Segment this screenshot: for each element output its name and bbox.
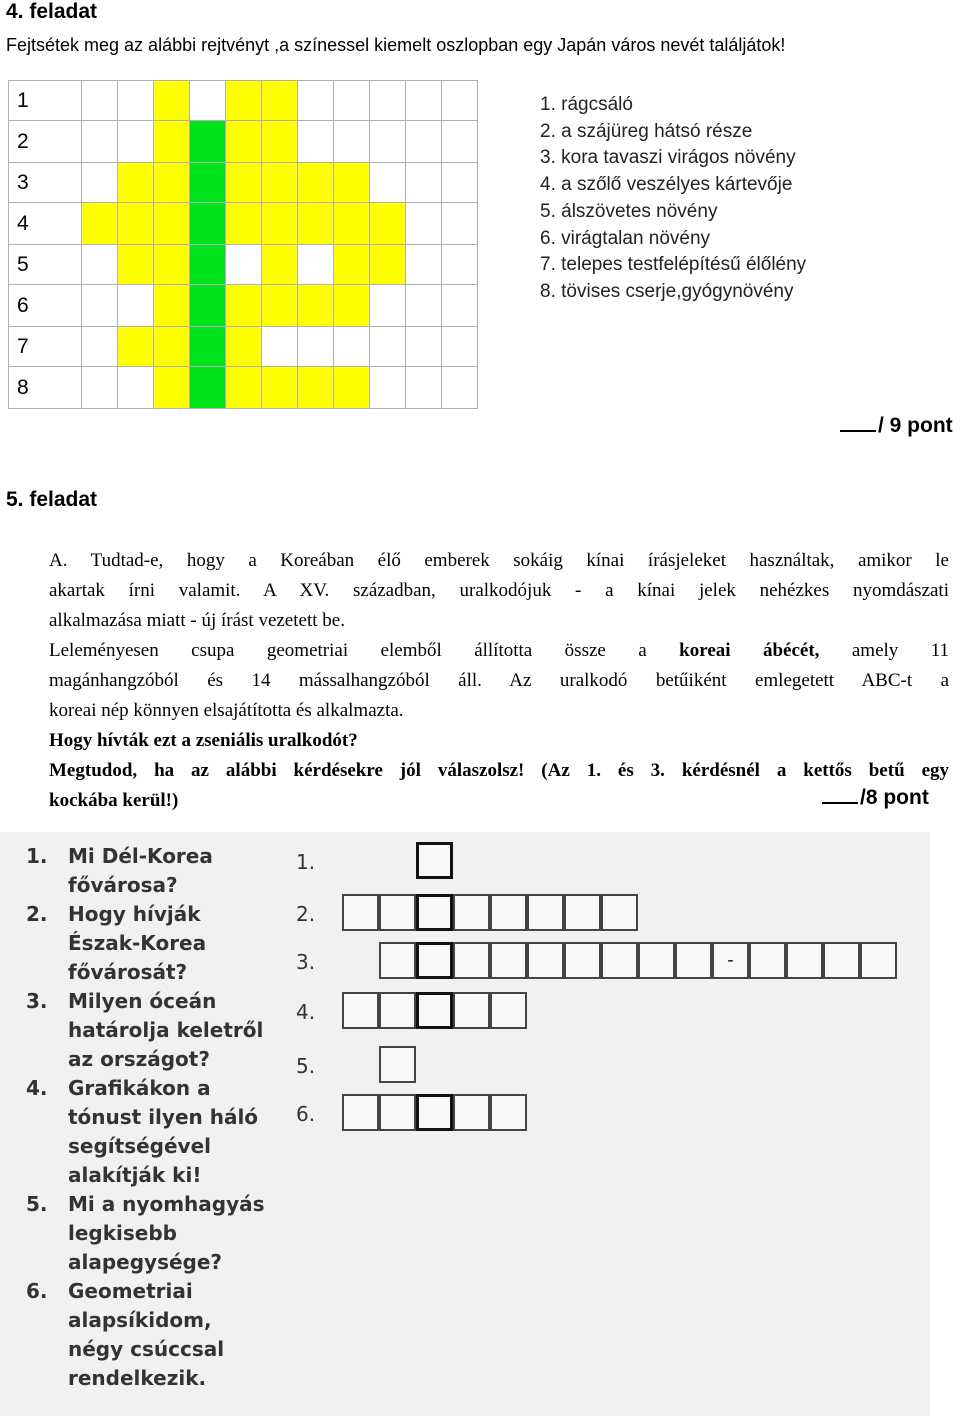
para1-line1: A. Tudtad-e, hogy a Koreában élő emberek sokáig kínai írásjeleket használtak, amikor le (49, 550, 949, 571)
empty-cell (370, 367, 406, 409)
para1-line2: akartak írni valamit. A XV. században, uralkodójuk - a kínai jelek nehézkes nyomdászati (49, 580, 949, 601)
empty-cell (406, 327, 442, 367)
answer-cell[interactable] (262, 163, 298, 203)
answer-cell[interactable] (379, 992, 416, 1029)
clue-number: 6. (26, 1279, 48, 1303)
answer-cell[interactable] (712, 942, 749, 979)
instruction-line2-text: kockába kerül!) (49, 790, 179, 811)
answer-cell[interactable] (490, 894, 527, 931)
answer-cell[interactable] (379, 1046, 416, 1083)
empty-cell (442, 163, 478, 203)
para2-line1 (49, 636, 949, 666)
answer-cell[interactable] (118, 245, 154, 285)
empty-cell (82, 81, 118, 121)
task5-paragraph (49, 546, 949, 816)
score-blank-2[interactable] (822, 784, 858, 804)
answer-cell[interactable] (226, 285, 262, 327)
row-number: 2 (9, 121, 82, 163)
clue-number: 3. (26, 989, 48, 1013)
empty-cell (298, 81, 334, 121)
empty-cell (406, 245, 442, 285)
clue-item: 2. a szájüreg hátsó része (540, 120, 753, 142)
empty-cell (406, 81, 442, 121)
answer-cell[interactable] (226, 163, 262, 203)
answer-cell[interactable] (490, 1094, 527, 1131)
clue-item (26, 1074, 276, 1190)
clue-number: 4. (26, 1076, 48, 1100)
empty-cell (82, 367, 118, 409)
empty-cell (118, 121, 154, 163)
answer-cell[interactable] (334, 203, 370, 245)
answer-cell[interactable] (342, 992, 379, 1029)
clue-item: 1. rágcsáló (540, 94, 633, 115)
task5-score-label: /8 pont (860, 786, 929, 809)
row-label: 5. (296, 1054, 316, 1078)
empty-cell (226, 245, 262, 285)
solution-cell[interactable] (416, 992, 453, 1029)
score-blank[interactable] (840, 412, 876, 432)
answer-cell[interactable] (453, 992, 490, 1029)
row-number: 6 (9, 285, 82, 327)
hyphen-mark: - (727, 949, 734, 969)
task4-clue-list (540, 92, 806, 306)
empty-cell (298, 327, 334, 367)
para2-text-end: amely 11 (851, 640, 950, 661)
clue-text: Geometriai alapsíkidom, négy csúccsal rendelkezik. (68, 1279, 225, 1390)
answer-cell[interactable] (154, 81, 190, 121)
clue-number: 2. (26, 902, 48, 926)
empty-cell (442, 285, 478, 327)
highlight-cell[interactable] (190, 203, 226, 245)
empty-cell (118, 285, 154, 327)
highlight-cell[interactable] (190, 121, 226, 163)
question-line: Hogy hívták ezt a zseniális uralkodót? (49, 730, 358, 751)
answer-cell[interactable] (453, 1094, 490, 1131)
answer-cell[interactable] (490, 992, 527, 1029)
korean-alphabet-emphasis: koreai ábécét, (679, 640, 820, 661)
answer-cell[interactable] (675, 942, 712, 979)
row-number: 8 (9, 367, 82, 409)
clue-item: 4. a szőlő veszélyes kártevője (540, 174, 793, 196)
crossword-row (9, 203, 478, 245)
answer-cell[interactable] (786, 942, 823, 979)
answer-cell[interactable] (118, 327, 154, 367)
answer-cell[interactable] (262, 367, 298, 409)
empty-cell (334, 81, 370, 121)
answer-cell[interactable] (154, 327, 190, 367)
para2-text: Leleményesen csupa geometriai elemből állította össze a (49, 640, 647, 661)
clue-text: Grafikákon a tónust ilyen háló segítségével alakítják ki! (68, 1076, 259, 1187)
clue-number: 5. (26, 1192, 48, 1216)
clue-item (26, 1277, 276, 1393)
answer-cell[interactable] (154, 121, 190, 163)
row-label: 4. (296, 1000, 316, 1024)
highlight-cell[interactable] (190, 285, 226, 327)
empty-cell (406, 121, 442, 163)
empty-cell (190, 81, 226, 121)
empty-cell (442, 121, 478, 163)
empty-cell (442, 203, 478, 245)
clue-text: Milyen óceán határolja keletről az országot? (68, 989, 264, 1071)
answer-cell[interactable] (226, 203, 262, 245)
answer-cell[interactable] (262, 81, 298, 121)
empty-cell (82, 121, 118, 163)
empty-cell (442, 327, 478, 367)
highlight-cell[interactable] (190, 367, 226, 409)
answer-cell[interactable] (749, 942, 786, 979)
crossword-row (9, 285, 478, 327)
answer-cell[interactable] (118, 203, 154, 245)
clue-item (26, 842, 276, 900)
answer-cell[interactable] (298, 367, 334, 409)
row-label: 1. (296, 850, 316, 874)
answer-cell[interactable] (564, 942, 601, 979)
para1-line3: alkalmazása miatt - új írást vezetett be. (49, 610, 345, 631)
empty-cell (334, 327, 370, 367)
answer-cell[interactable] (298, 285, 334, 327)
empty-cell (442, 81, 478, 121)
crossword-row (9, 121, 478, 163)
answer-cell[interactable] (601, 894, 638, 931)
answer-cell[interactable] (262, 245, 298, 285)
answer-cell[interactable] (262, 285, 298, 327)
para2-line2: magánhangzóból és 14 mássalhangzóból áll. Az uralkodó betűiként emlegetett ABC-t a (49, 670, 949, 691)
answer-cell[interactable] (490, 942, 527, 979)
highlight-cell[interactable] (190, 163, 226, 203)
crossword-row (9, 81, 478, 121)
crossword-grid-1 (8, 80, 478, 409)
answer-cell[interactable] (379, 1094, 416, 1131)
clue-text: Hogy hívják Észak-Korea fővárosát? (68, 902, 207, 984)
clue-item: 7. telepes testfelépítésű élőlény (540, 254, 807, 276)
instruction-line1: Megtudod, ha az alábbi kérdésekre jól válaszolsz! (Az 1. és 3. kérdésnél a kettős betű egy (49, 760, 949, 781)
answer-cell[interactable] (860, 942, 897, 979)
solution-cell[interactable] (416, 1094, 453, 1131)
answer-cell[interactable] (601, 942, 638, 979)
answer-cell[interactable] (154, 367, 190, 409)
answer-cell[interactable] (154, 245, 190, 285)
empty-cell (442, 245, 478, 285)
row-number: 7 (9, 327, 82, 367)
answer-cell[interactable] (226, 327, 262, 367)
empty-cell (82, 327, 118, 367)
para2-line3: koreai nép könnyen elsajátította és alkalmazta. (49, 700, 404, 721)
row-number: 3 (9, 163, 82, 203)
answer-cell[interactable] (226, 121, 262, 163)
empty-cell (370, 81, 406, 121)
clue-item (26, 900, 276, 987)
clue-item: 6. virágtalan növény (540, 227, 711, 249)
empty-cell (406, 203, 442, 245)
solution-cell[interactable] (416, 942, 453, 979)
row-label: 6. (296, 1102, 316, 1126)
empty-cell (298, 245, 334, 285)
answer-cell[interactable] (379, 894, 416, 931)
answer-cell[interactable] (262, 203, 298, 245)
empty-cell (82, 163, 118, 203)
answer-cell[interactable] (342, 894, 379, 931)
answer-cell[interactable] (262, 121, 298, 163)
empty-cell (370, 163, 406, 203)
solution-cell[interactable] (416, 842, 453, 879)
task5-clue-list (26, 842, 276, 1393)
answer-cell[interactable] (154, 203, 190, 245)
answer-cell[interactable] (82, 203, 118, 245)
empty-cell (82, 285, 118, 327)
row-number: 5 (9, 245, 82, 285)
instruction-line2 (49, 786, 949, 816)
empty-cell (442, 367, 478, 409)
highlight-cell[interactable] (190, 245, 226, 285)
clue-item: 5. álszövetes növény (540, 200, 718, 222)
empty-cell (406, 285, 442, 327)
crossword-row (9, 367, 478, 409)
row-number: 4 (9, 203, 82, 245)
crossword-row (9, 163, 478, 203)
answer-cell[interactable] (823, 942, 860, 979)
empty-cell (334, 121, 370, 163)
answer-cell[interactable] (334, 285, 370, 327)
answer-cell[interactable] (334, 245, 370, 285)
empty-cell (82, 245, 118, 285)
answer-cell[interactable] (118, 163, 154, 203)
answer-cell[interactable] (370, 245, 406, 285)
task4-score-label: / 9 pont (878, 414, 953, 437)
task4-instruction: Fejtsétek meg az alábbi rejtvényt ,a színessel kiemelt oszlopban egy Japán város nevét találjátok! (6, 35, 786, 55)
task4-heading: 4. feladat (6, 0, 98, 23)
empty-cell (370, 285, 406, 327)
empty-cell (370, 327, 406, 367)
empty-cell (118, 367, 154, 409)
answer-cell[interactable] (379, 942, 416, 979)
task5-score (822, 784, 929, 810)
clue-text: Mi Dél-Korea fővárosa? (68, 844, 213, 897)
answer-cell[interactable] (298, 163, 334, 203)
task4-score (840, 412, 953, 438)
answer-cell[interactable] (154, 163, 190, 203)
answer-cell[interactable] (298, 203, 334, 245)
answer-cell[interactable] (564, 894, 601, 931)
row-label: 3. (296, 950, 316, 974)
crossword-row (9, 327, 478, 367)
row-number: 1 (9, 81, 82, 121)
task5-heading: 5. feladat (6, 488, 98, 511)
clue-item (26, 987, 276, 1074)
highlight-cell[interactable] (190, 327, 226, 367)
clue-item (26, 1190, 276, 1277)
answer-cell[interactable] (527, 942, 564, 979)
empty-cell (262, 327, 298, 367)
empty-cell (406, 367, 442, 409)
clue-number: 1. (26, 844, 48, 868)
clue-item: 8. tövises cserje,gyógynövény (540, 280, 794, 302)
answer-cell[interactable] (154, 285, 190, 327)
answer-cell[interactable] (226, 81, 262, 121)
row-label: 2. (296, 902, 316, 926)
empty-cell (406, 163, 442, 203)
crossword-row (9, 245, 478, 285)
answer-cell[interactable] (638, 942, 675, 979)
empty-cell (298, 121, 334, 163)
scanned-crossword-2 (0, 832, 930, 1416)
answer-cell[interactable] (334, 367, 370, 409)
answer-cell[interactable] (370, 203, 406, 245)
answer-cell[interactable] (453, 942, 490, 979)
answer-cell[interactable] (226, 367, 262, 409)
answer-cell[interactable] (342, 1094, 379, 1131)
answer-cell[interactable] (527, 894, 564, 931)
answer-cell[interactable] (453, 894, 490, 931)
empty-cell (118, 81, 154, 121)
clue-item: 3. kora tavaszi virágos növény (540, 147, 796, 169)
solution-cell[interactable] (416, 894, 453, 931)
answer-cell[interactable] (334, 163, 370, 203)
empty-cell (370, 121, 406, 163)
clue-text: Mi a nyomhagyás legkisebb alapegysége? (68, 1192, 265, 1274)
